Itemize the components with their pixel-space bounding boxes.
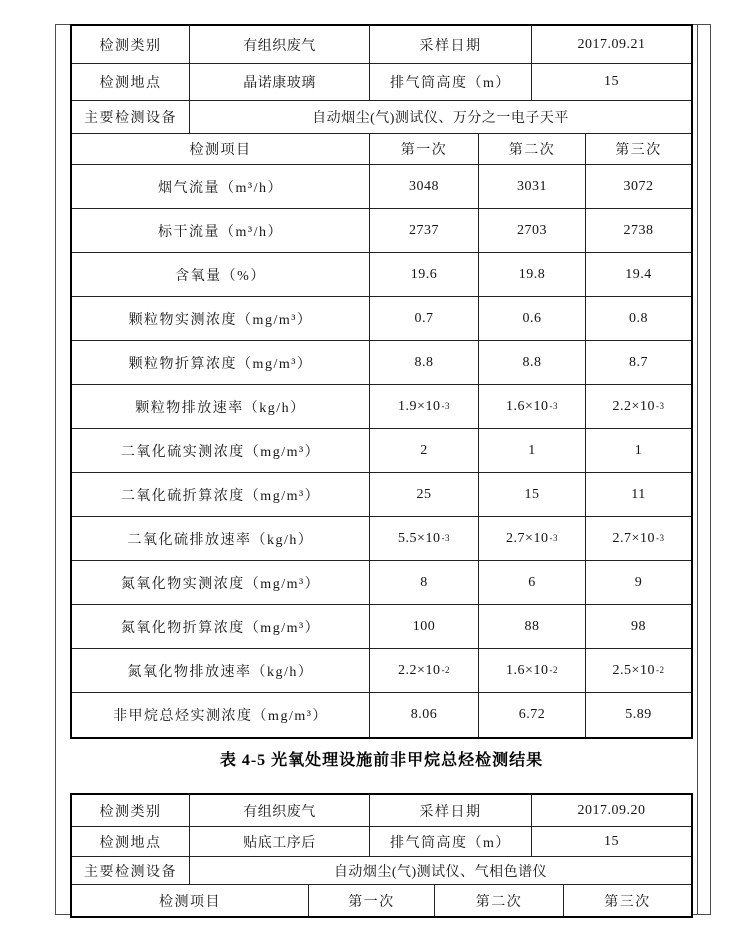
- run-header-cell: 第一次: [309, 885, 435, 916]
- value-text: 1: [528, 442, 536, 458]
- value-text: 8.06: [410, 707, 438, 722]
- value-exponent: -2: [655, 665, 665, 675]
- run-header-cell: 第三次: [604, 894, 651, 910]
- value-text: 2.2×10: [612, 398, 655, 414]
- value-cell: [586, 693, 691, 737]
- value-text: 2: [420, 442, 428, 458]
- item-label-cell: 烟气流量（m³/h）: [72, 165, 370, 208]
- value-cell: [586, 209, 691, 252]
- value-text: 1.9×10: [398, 398, 441, 414]
- value-cell: [479, 209, 586, 252]
- value-cell: [479, 253, 586, 296]
- value-text: 3031: [517, 178, 547, 194]
- data-row: [72, 297, 691, 341]
- equipment-label-cell: 主要检测设备: [72, 857, 190, 884]
- item-label-cell: 含氧量（%）: [72, 253, 370, 296]
- info-label-cell: 采样日期: [370, 26, 532, 63]
- data-row: [72, 605, 691, 649]
- info-value-cell: 贴底工序后: [190, 827, 370, 856]
- data-row: [72, 561, 691, 605]
- value-exponent: -2: [549, 665, 558, 675]
- value-text: 15: [524, 486, 540, 502]
- value-text: 8: [420, 574, 428, 590]
- value-cell: [370, 385, 479, 428]
- value-exponent: -3: [441, 401, 450, 411]
- value-text: 19.6: [410, 266, 438, 282]
- value-cell: [586, 253, 691, 296]
- item-label-cell: 氮氧化物折算浓度（mg/m³）: [72, 605, 370, 648]
- value-text: 98: [631, 618, 646, 634]
- item-header-cell: 检测项目: [72, 134, 370, 164]
- item-label-cell: 颗粒物实测浓度（mg/m³）: [72, 297, 370, 340]
- info-label-cell: 检测类别: [72, 26, 190, 63]
- value-exponent: -2: [441, 665, 450, 675]
- info-row: [72, 827, 691, 857]
- info-label-cell: 检测类别: [72, 795, 190, 826]
- value-text: 6.72: [518, 707, 546, 722]
- info-value-cell: 晶诺康玻璃: [190, 64, 370, 100]
- data-row: [72, 473, 691, 517]
- item-label-cell: 二氧化硫实测浓度（mg/m³）: [72, 429, 370, 472]
- value-text: 19.4: [625, 266, 652, 282]
- run-header-cell: 第一次: [370, 134, 479, 164]
- item-label-cell: 颗粒物折算浓度（mg/m³）: [72, 341, 370, 384]
- value-text: 2.2×10: [398, 662, 441, 678]
- value-cell: [479, 429, 586, 472]
- value-text: 6: [528, 574, 536, 590]
- value-cell: [370, 429, 479, 472]
- value-cell: [370, 649, 479, 692]
- data-row: [72, 429, 691, 473]
- value-cell: [479, 473, 586, 516]
- item-label-cell: 非甲烷总烃实测浓度（mg/m³）: [72, 693, 370, 737]
- equipment-value-cell: 自动烟尘(气)测试仪、万分之一电子天平: [312, 111, 569, 126]
- data-row: [72, 649, 691, 693]
- value-text: 2703: [517, 222, 547, 238]
- info-label-cell: 检测地点: [72, 827, 190, 856]
- value-cell: [586, 165, 691, 208]
- value-cell: [586, 605, 691, 648]
- info-label-cell: 排气筒高度（m）: [370, 827, 532, 856]
- info-label-cell: 采样日期: [370, 795, 532, 826]
- info-row: [72, 26, 691, 64]
- data-row: [72, 209, 691, 253]
- value-text: 3072: [623, 178, 654, 194]
- value-text: 19.8: [518, 266, 546, 282]
- value-cell: [479, 385, 586, 428]
- equipment-row: [72, 857, 691, 885]
- emission-monitoring-table-1: [70, 24, 693, 739]
- value-cell: [586, 561, 691, 604]
- value-text: 1.6×10: [506, 662, 549, 678]
- value-text: 8.7: [629, 354, 648, 370]
- equipment-label-cell: 主要检测设备: [72, 101, 190, 133]
- value-text: 2.5×10: [612, 662, 655, 678]
- value-text: 25: [416, 486, 432, 502]
- value-exponent: -3: [441, 533, 450, 543]
- value-cell: [370, 473, 479, 516]
- info-row: [72, 64, 691, 101]
- value-exponent: -3: [549, 401, 558, 411]
- item-label-cell: 二氧化硫排放速率（kg/h）: [72, 517, 370, 560]
- value-cell: [586, 429, 691, 472]
- value-text: 2.7×10: [506, 530, 549, 546]
- value-cell: [586, 297, 691, 340]
- value-cell: [370, 253, 479, 296]
- info-value-cell: 有组织废气: [190, 795, 370, 826]
- value-text: 3048: [409, 178, 439, 194]
- data-row: [72, 385, 691, 429]
- value-cell: [479, 341, 586, 384]
- value-text: 9: [634, 574, 643, 590]
- info-value-cell: 15: [604, 74, 619, 89]
- equipment-row: [72, 101, 691, 134]
- value-text: 11: [631, 486, 646, 502]
- value-cell: [586, 649, 691, 692]
- value-text: 5.89: [625, 707, 652, 722]
- data-row: [72, 165, 691, 209]
- run-header-cell: 第二次: [479, 134, 586, 164]
- info-value-cell: 有组织废气: [190, 26, 370, 63]
- equipment-value-cell: 自动烟尘(气)测试仪、气相色谱仪: [333, 864, 548, 880]
- value-cell: [370, 297, 479, 340]
- value-cell: [479, 605, 586, 648]
- value-cell: [479, 517, 586, 560]
- value-cell: [370, 693, 479, 737]
- info-value-cell: 2017.09.20: [577, 802, 646, 818]
- value-cell: [479, 561, 586, 604]
- value-exponent: -3: [655, 533, 665, 543]
- header-row: [72, 134, 691, 165]
- value-cell: [370, 341, 479, 384]
- value-text: 2737: [409, 222, 439, 238]
- item-label-cell: 颗粒物排放速率（kg/h）: [72, 385, 370, 428]
- value-text: 1: [634, 442, 643, 458]
- info-value-cell: 2017.09.21: [577, 36, 646, 52]
- page-frame-inner-line: [697, 24, 698, 915]
- value-cell: [479, 165, 586, 208]
- item-label-cell: 二氧化硫折算浓度（mg/m³）: [72, 473, 370, 516]
- value-text: 1.6×10: [506, 398, 549, 414]
- value-cell: [586, 517, 691, 560]
- value-cell: [479, 693, 586, 737]
- item-label-cell: 氮氧化物排放速率（kg/h）: [72, 649, 370, 692]
- value-cell: [479, 297, 586, 340]
- value-cell: [370, 209, 479, 252]
- value-text: 100: [412, 618, 436, 634]
- value-cell: [370, 561, 479, 604]
- value-exponent: -3: [655, 401, 665, 411]
- value-cell: [370, 165, 479, 208]
- value-cell: [370, 605, 479, 648]
- item-label-cell: 氮氧化物实测浓度（mg/m³）: [72, 561, 370, 604]
- info-label-cell: 排气筒高度（m）: [370, 64, 532, 100]
- run-header-cell: 第三次: [615, 143, 662, 158]
- value-text: 8.8: [414, 354, 434, 370]
- item-header-cell: 检测项目: [72, 885, 309, 916]
- value-cell: [586, 473, 691, 516]
- info-label-cell: 检测地点: [72, 64, 190, 100]
- value-text: 2.7×10: [612, 530, 655, 546]
- info-row: [72, 795, 691, 827]
- value-text: 2738: [623, 222, 654, 238]
- run-header-cell: 第二次: [435, 885, 564, 916]
- value-cell: [479, 649, 586, 692]
- value-text: 0.6: [522, 310, 542, 326]
- value-cell: [586, 385, 691, 428]
- item-label-cell: 标干流量（m³/h）: [72, 209, 370, 252]
- value-text: 0.8: [629, 310, 648, 326]
- info-value-cell: 15: [604, 833, 619, 849]
- value-cell: [586, 341, 691, 384]
- data-row: [72, 517, 691, 561]
- table-caption: 表 4-5 光氧处理设施前非甲烷总烃检测结果: [219, 751, 544, 769]
- header-row: [72, 885, 691, 916]
- value-text: 5.5×10: [398, 530, 441, 546]
- emission-monitoring-table-2: [70, 793, 693, 918]
- value-cell: [370, 517, 479, 560]
- data-row: [72, 693, 691, 737]
- data-row: [72, 253, 691, 297]
- value-text: 8.8: [522, 354, 542, 370]
- value-text: 0.7: [414, 310, 434, 326]
- value-exponent: -3: [549, 533, 558, 543]
- value-text: 88: [524, 618, 540, 634]
- data-row: [72, 341, 691, 385]
